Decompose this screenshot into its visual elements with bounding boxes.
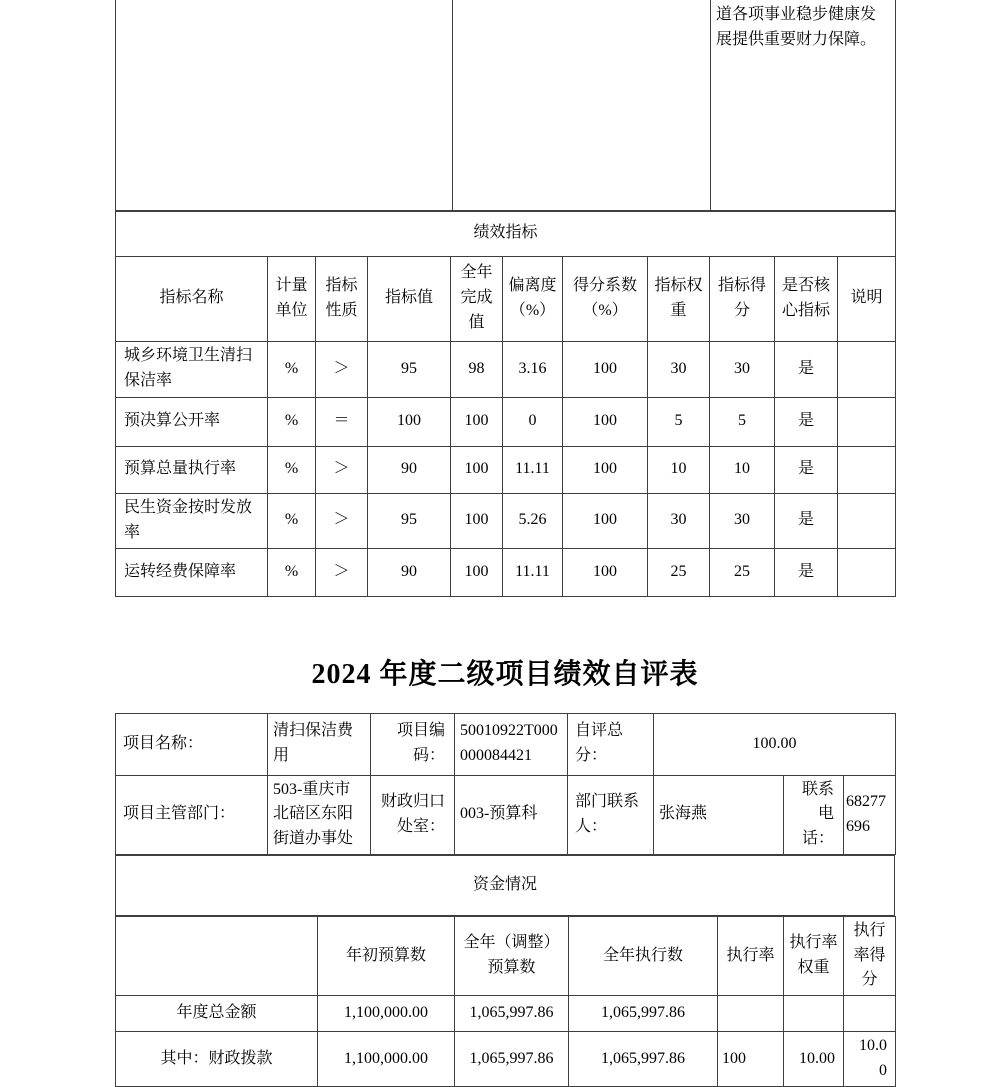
indicator-nature: ＝ — [316, 397, 368, 446]
indicator-target: 95 — [368, 341, 451, 397]
funding-col-rate: 执行率 — [718, 916, 784, 995]
indicator-completed: 98 — [451, 341, 503, 397]
indicator-weight: 25 — [648, 548, 710, 596]
indicator-target: 90 — [368, 548, 451, 596]
funding-rate: 100 — [718, 1032, 784, 1087]
indicators-section-row — [116, 211, 896, 256]
indicator-core: 是 — [775, 397, 838, 446]
indicator-weight: 5 — [648, 397, 710, 446]
col-header-coefficient: 得分系数（%） — [563, 256, 648, 341]
title-block — [115, 597, 895, 713]
indicator-name: 民生资金按时发放率 — [116, 493, 268, 548]
indicator-nature: ＞ — [316, 548, 368, 596]
indicator-weight: 30 — [648, 341, 710, 397]
indicator-deviation: 11.11 — [503, 446, 563, 493]
funding-executed: 1,065,997.86 — [569, 1032, 718, 1087]
funding-initial: 1,100,000.00 — [318, 996, 455, 1032]
indicator-core: 是 — [775, 446, 838, 493]
indicator-core: 是 — [775, 341, 838, 397]
indicator-coefficient: 100 — [563, 446, 648, 493]
indicator-row — [116, 341, 896, 397]
funding-col-adjusted: 全年（调整）预算数 — [455, 916, 569, 995]
continuation-cell-1 — [116, 0, 453, 210]
indicator-unit: % — [268, 548, 316, 596]
indicator-deviation: 5.26 — [503, 493, 563, 548]
col-header-target: 指标值 — [368, 256, 451, 341]
continuation-cell-2 — [453, 0, 711, 210]
indicator-coefficient: 100 — [563, 548, 648, 596]
phone-value: 68277696 — [844, 775, 896, 854]
funding-col-blank — [116, 916, 318, 995]
funding-executed: 1,065,997.86 — [569, 996, 718, 1032]
indicator-note — [838, 548, 896, 596]
indicator-coefficient: 100 — [563, 341, 648, 397]
funding-col-rate-score: 执行率得分 — [844, 916, 896, 995]
indicator-row — [116, 446, 896, 493]
funding-section-row — [116, 855, 895, 915]
funding-section-table — [115, 855, 895, 916]
funding-col-initial: 年初预算数 — [318, 916, 455, 995]
indicator-note — [838, 446, 896, 493]
funding-rate-score: 10.00 — [844, 1032, 896, 1087]
indicator-score: 10 — [710, 446, 775, 493]
indicator-target: 100 — [368, 397, 451, 446]
self-score-label: 自评总分： — [568, 713, 654, 775]
indicator-note — [838, 493, 896, 548]
indicator-row — [116, 548, 896, 596]
indicator-row — [116, 493, 896, 548]
indicator-note — [838, 397, 896, 446]
funding-row-label: 其中：财政拨款 — [116, 1032, 318, 1087]
indicator-name: 预决算公开率 — [116, 397, 268, 446]
indicator-row — [116, 397, 896, 446]
indicator-score: 30 — [710, 493, 775, 548]
indicator-score: 5 — [710, 397, 775, 446]
funding-rate-weight: 10.00 — [784, 1032, 844, 1087]
indicator-target: 90 — [368, 446, 451, 493]
col-header-note: 说明 — [838, 256, 896, 341]
indicator-core: 是 — [775, 493, 838, 548]
indicator-completed: 100 — [451, 548, 503, 596]
indicator-note — [838, 341, 896, 397]
indicator-core: 是 — [775, 548, 838, 596]
indicators-section-title: 绩效指标 — [116, 211, 896, 256]
document-page — [115, 0, 895, 1087]
indicators-header-row — [116, 256, 896, 341]
indicator-unit: % — [268, 493, 316, 548]
indicator-coefficient: 100 — [563, 493, 648, 548]
project-info-table — [115, 713, 896, 855]
indicator-unit: % — [268, 446, 316, 493]
page-title: 2024 年度二级项目绩效自评表 — [311, 658, 699, 690]
indicator-deviation: 11.11 — [503, 548, 563, 596]
indicator-nature: ＞ — [316, 341, 368, 397]
indicators-table — [115, 211, 896, 597]
project-code-value: 50010922T000000084421 — [455, 713, 568, 775]
indicator-weight: 30 — [648, 493, 710, 548]
project-name-label: 项目名称： — [116, 713, 268, 775]
phone-label: 联系电话： — [784, 775, 844, 854]
funding-header-row — [116, 916, 896, 995]
indicator-name: 城乡环境卫生清扫保洁率 — [116, 341, 268, 397]
funding-row — [116, 996, 896, 1032]
funding-col-rate-weight: 执行率权重 — [784, 916, 844, 995]
indicator-completed: 100 — [451, 397, 503, 446]
finance-office-label: 财政归口处室： — [371, 775, 455, 854]
continuation-row — [116, 0, 896, 210]
project-code-label: 项目编码： — [371, 713, 455, 775]
col-header-weight: 指标权重 — [648, 256, 710, 341]
col-header-score: 指标得分 — [710, 256, 775, 341]
indicator-target: 95 — [368, 493, 451, 548]
indicator-completed: 100 — [451, 493, 503, 548]
funding-row-label: 年度总金额 — [116, 996, 318, 1032]
contact-label: 部门联系人： — [568, 775, 654, 854]
funding-initial: 1,100,000.00 — [318, 1032, 455, 1087]
funding-adjusted: 1,065,997.86 — [455, 1032, 569, 1087]
indicator-name: 运转经费保障率 — [116, 548, 268, 596]
project-row-1 — [116, 713, 896, 775]
indicator-unit: % — [268, 341, 316, 397]
dept-value: 503-重庆市北碚区东阳街道办事处 — [268, 775, 371, 854]
indicator-weight: 10 — [648, 446, 710, 493]
indicator-deviation: 3.16 — [503, 341, 563, 397]
dept-label: 项目主管部门： — [116, 775, 268, 854]
self-score-value: 100.00 — [654, 713, 896, 775]
continuation-cell-3: 道各项事业稳步健康发展提供重要财力保障。 — [711, 0, 896, 210]
indicator-score: 30 — [710, 341, 775, 397]
funding-rate — [718, 996, 784, 1032]
project-name-value: 清扫保洁费用 — [268, 713, 371, 775]
col-header-name: 指标名称 — [116, 256, 268, 341]
col-header-deviation: 偏离度（%） — [503, 256, 563, 341]
indicator-nature: ＞ — [316, 493, 368, 548]
project-row-2 — [116, 775, 896, 854]
col-header-core: 是否核心指标 — [775, 256, 838, 341]
continuation-table — [115, 0, 896, 211]
funding-rate-weight — [784, 996, 844, 1032]
col-header-unit: 计量单位 — [268, 256, 316, 341]
finance-office-value: 003-预算科 — [455, 775, 568, 854]
col-header-nature: 指标性质 — [316, 256, 368, 341]
funding-row — [116, 1032, 896, 1087]
indicator-nature: ＞ — [316, 446, 368, 493]
funding-section-title: 资金情况 — [116, 855, 895, 915]
funding-adjusted: 1,065,997.86 — [455, 996, 569, 1032]
indicator-completed: 100 — [451, 446, 503, 493]
indicator-deviation: 0 — [503, 397, 563, 446]
funding-col-executed: 全年执行数 — [569, 916, 718, 995]
funding-rate-score — [844, 996, 896, 1032]
indicator-coefficient: 100 — [563, 397, 648, 446]
indicator-name: 预算总量执行率 — [116, 446, 268, 493]
indicator-score: 25 — [710, 548, 775, 596]
col-header-completed: 全年完成值 — [451, 256, 503, 341]
funding-table — [115, 916, 896, 1087]
indicator-unit: % — [268, 397, 316, 446]
contact-value: 张海燕 — [654, 775, 784, 854]
